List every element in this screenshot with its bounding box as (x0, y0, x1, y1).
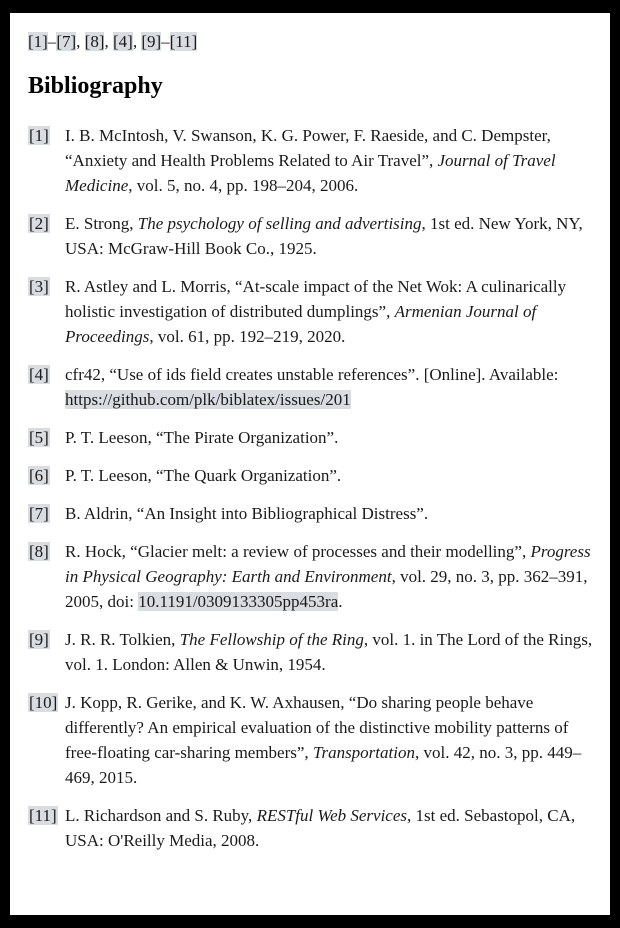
citation-ref-link[interactable]: [4] (112, 32, 133, 51)
bib-entry-text (65, 463, 341, 488)
bib-entry-label-cell (28, 362, 65, 387)
entry-text-segment: L. Richardson and S. Ruby, (65, 806, 257, 825)
bib-entry-label-cell (28, 463, 65, 488)
bib-entry-number-link[interactable]: [1] (29, 126, 49, 145)
bib-entry-number-link[interactable]: [10] (29, 693, 58, 712)
bib-entry (28, 463, 602, 488)
bib-entry-number-link[interactable]: [5] (29, 428, 49, 447)
citation-separator: , (104, 32, 113, 51)
bib-entry (28, 211, 602, 261)
bib-entry-text (65, 627, 595, 677)
bib-entry-number-link[interactable]: [9] (29, 630, 49, 649)
bib-entry (28, 123, 602, 198)
work-title-italic: Transportation (312, 743, 415, 762)
citation-ref-link[interactable]: [9] (141, 32, 162, 51)
entry-text-segment: P. T. Leeson, “The Pirate Organization”. (65, 428, 339, 447)
entry-text-segment: , 1st ed. New York, NY, USA: McGraw-Hill Book Co., 1925. (65, 214, 583, 258)
bib-entry-number-link[interactable]: [4] (29, 365, 49, 384)
citation-line (28, 29, 602, 54)
entry-text-segment: J. Kopp, R. Gerike, and K. W. Axhausen, “Do sharing people behave differently? An empirical evaluation of the distinctive mobility patterns of free-floating car-sharing members”, (65, 693, 569, 762)
bib-entry-text (65, 539, 595, 614)
bib-entry (28, 627, 602, 677)
entry-text-segment: I. B. McIntosh, V. Swanson, K. G. Power, F. Raeside, and C. Dempster, “Anxiety and Health Problems Related to Air Travel”, (65, 126, 551, 170)
bibliography-list (28, 123, 602, 853)
bib-entry-text (65, 362, 595, 412)
citation-separator: , (76, 32, 85, 51)
citation-separator: – (47, 32, 57, 51)
bib-entry-label-cell (28, 425, 65, 450)
citation-ref-link[interactable]: [8] (84, 32, 105, 51)
bibliography-heading: Bibliography (28, 73, 163, 99)
bib-entry-text (65, 690, 595, 790)
bib-entry-number-link[interactable]: [3] (29, 277, 49, 296)
citation-ref-link[interactable]: [1] (28, 32, 48, 51)
entry-text-segment: J. R. R. Tolkien, (65, 630, 180, 649)
entry-text-segment: cfr42, “Use of ids field creates unstable references”. [Online]. Available: (65, 365, 559, 384)
bib-entry-label-cell (28, 123, 65, 148)
bib-entry-text (65, 425, 338, 450)
bib-entry (28, 690, 602, 790)
entry-text-segment: , 1st ed. Sebastopol, CA, USA: O'Reilly Media, 2008. (65, 806, 576, 850)
citation-ref-link[interactable]: [7] (56, 32, 77, 51)
external-link[interactable]: https://github.com/plk/biblatex/issues/201 (65, 390, 351, 409)
bib-entry-label-cell (28, 627, 65, 652)
work-title-italic: Armenian Journal of Proceedings (65, 302, 537, 346)
bib-entry-text (65, 274, 595, 349)
work-title-italic: The psychology of selling and advertising (137, 214, 422, 233)
bib-entry-number-link[interactable]: [7] (29, 504, 49, 523)
entry-text-segment: . (338, 592, 343, 611)
entry-text-segment: R. Hock, “Glacier melt: a review of processes and their modelling”, (65, 542, 531, 561)
bib-entry (28, 362, 602, 412)
bib-entry-text (65, 803, 595, 853)
entry-text-segment: , vol. 5, no. 4, pp. 198–204, 2006. (128, 176, 359, 195)
work-title-italic: Journal of Travel Medicine (65, 151, 556, 195)
bib-entry-text (65, 123, 595, 198)
document-page (10, 13, 610, 915)
bib-entry-label-cell (28, 690, 65, 715)
bib-entry (28, 803, 602, 853)
bib-entry-number-link[interactable]: [11] (29, 806, 57, 825)
bib-entry-number-link[interactable]: [2] (29, 214, 49, 233)
external-link[interactable]: 10.1191/0309133305pp453ra (138, 592, 339, 611)
bib-entry-number-link[interactable]: [6] (29, 466, 49, 485)
entry-text-segment: P. T. Leeson, “The Quark Organization”. (65, 466, 342, 485)
citation-ref-link[interactable]: [11] (169, 32, 198, 51)
bib-entry (28, 539, 602, 614)
bib-entry-label-cell (28, 211, 65, 236)
work-title-italic: The Fellowship of the Ring (179, 630, 364, 649)
bib-entry-label-cell (28, 501, 65, 526)
bib-entry-label-cell (28, 803, 65, 828)
bib-entry-label-cell (28, 539, 65, 564)
entry-text-segment: , vol. 61, pp. 192–219, 2020. (149, 327, 346, 346)
bib-entry (28, 425, 602, 450)
citation-separator: – (161, 32, 170, 51)
bib-entry-text (65, 501, 428, 526)
entry-text-segment: , vol. 42, no. 3, pp. 449–469, 2015. (65, 743, 582, 787)
entry-text-segment: , vol. 29, no. 3, pp. 362–391, 2005, doi: (65, 567, 588, 611)
work-title-italic: Progress in Physical Geography: Earth and Environment (65, 542, 591, 586)
bib-entry-text (65, 211, 595, 261)
entry-text-segment: B. Aldrin, “An Insight into Bibliographical Distress”. (65, 504, 429, 523)
work-title-italic: RESTful Web Services (256, 806, 408, 825)
entry-text-segment: E. Strong, (65, 214, 138, 233)
entry-text-segment: R. Astley and L. Morris, “At-scale impact of the Net Wok: A culinarically holistic investigation of distributed dumplings”, (65, 277, 567, 321)
bib-entry (28, 501, 602, 526)
bib-entry-label-cell (28, 274, 65, 299)
citation-separator: , (132, 32, 142, 51)
entry-text-segment: , vol. 1. in The Lord of the Rings, vol. 1. London: Allen & Unwin, 1954. (65, 630, 593, 674)
bib-entry-number-link[interactable]: [8] (29, 542, 49, 561)
bib-entry (28, 274, 602, 349)
